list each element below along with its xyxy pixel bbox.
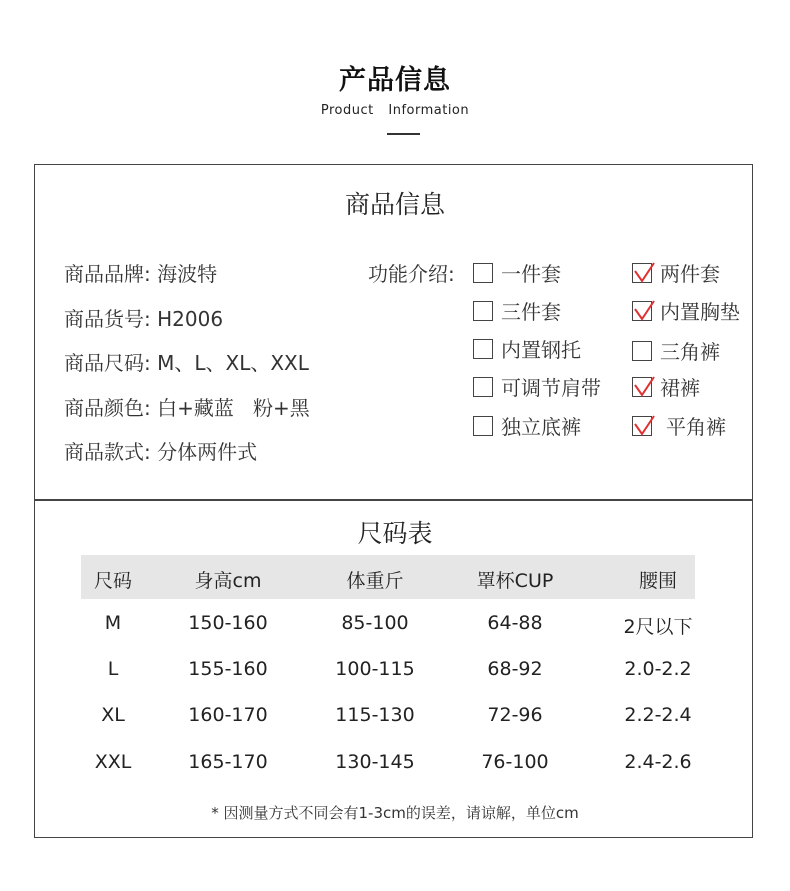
table-cell: 2尺以下 — [623, 616, 693, 638]
info-value: 分体两件式 — [157, 440, 258, 464]
info-value: H2006 — [157, 307, 224, 331]
info-value: M、L、XL、XXL — [157, 351, 309, 375]
table-header-cell: 腰围 — [638, 570, 678, 592]
feature-option-label: 三角裤 — [660, 340, 720, 364]
table-header-cell: 尺码 — [93, 570, 133, 592]
table-header-cell: 体重斤 — [346, 570, 404, 592]
feature-option[interactable] — [473, 411, 581, 440]
checkbox-checked-icon — [632, 263, 652, 283]
table-cell: XL — [101, 704, 125, 726]
info-row-brand: 商品品牌: 海波特 — [64, 262, 218, 286]
checkbox-unchecked-icon — [473, 301, 493, 321]
info-row-color: 商品颜色: 白+藏蓝 粉+黑 — [64, 396, 310, 420]
feature-option-label: 裙裤 — [660, 376, 700, 400]
feature-option[interactable] — [473, 372, 601, 401]
info-row-sku: 商品货号: H2006 — [64, 307, 224, 331]
table-cell: 155-160 — [188, 658, 268, 680]
feature-option[interactable] — [473, 296, 561, 325]
checkbox-checked-icon — [632, 416, 652, 436]
table-cell: 100-115 — [335, 658, 415, 680]
table-cell: 68-92 — [487, 658, 543, 680]
feature-option[interactable] — [632, 411, 726, 440]
feature-option-label: 内置钢托 — [501, 338, 581, 362]
info-row-size: 商品尺码: M、L、XL、XXL — [64, 351, 309, 375]
table-cell: 2.2-2.4 — [624, 704, 692, 726]
checkbox-unchecked-icon — [473, 339, 493, 359]
table-cell: XXL — [94, 751, 132, 773]
feature-option[interactable] — [473, 258, 561, 287]
info-label: 商品品牌 — [64, 262, 144, 286]
feature-option-label: 可调节肩带 — [501, 376, 601, 400]
table-cell: 72-96 — [487, 704, 543, 726]
feature-option-label: 一件套 — [501, 262, 561, 286]
product-info-title: 商品信息 — [344, 190, 445, 219]
table-cell: L — [107, 658, 119, 680]
feature-option-label: 独立底裤 — [501, 415, 581, 439]
info-label: 商品尺码 — [64, 351, 144, 375]
info-label: 商品颜色 — [64, 396, 144, 420]
table-cell: 160-170 — [188, 704, 268, 726]
info-row-style: 商品款式: 分体两件式 — [64, 440, 258, 464]
feature-label: 功能介绍: — [368, 262, 455, 286]
table-cell: 76-100 — [481, 751, 549, 773]
checkbox-checked-icon — [632, 377, 652, 397]
info-label: 商品货号 — [64, 307, 144, 331]
info-value: 白+藏蓝 粉+黑 — [157, 396, 310, 420]
title-divider — [387, 133, 420, 135]
checkbox-unchecked-icon — [473, 263, 493, 283]
checkbox-unchecked-icon — [473, 377, 493, 397]
size-chart-title: 尺码表 — [357, 519, 433, 548]
table-cell: 64-88 — [487, 612, 543, 634]
checkbox-checked-icon — [632, 301, 652, 321]
info-label: 商品款式 — [64, 440, 144, 464]
table-cell: M — [104, 612, 122, 634]
feature-option-label: 内置胸垫 — [660, 300, 740, 324]
info-value: 海波特 — [157, 262, 218, 286]
table-cell: 115-130 — [335, 704, 415, 726]
feature-option[interactable] — [632, 296, 740, 325]
checkbox-unchecked-icon — [632, 341, 652, 361]
table-cell: 165-170 — [188, 751, 268, 773]
table-cell: 2.4-2.6 — [624, 751, 692, 773]
page-subtitle: Product Information — [320, 103, 470, 118]
feature-option-label: 平角裤 — [666, 415, 726, 439]
feature-option[interactable] — [632, 258, 720, 287]
feature-option-label: 两件套 — [660, 262, 720, 286]
feature-option[interactable] — [632, 336, 720, 365]
table-cell: 130-145 — [335, 751, 415, 773]
table-header-cell: 罩杯CUP — [476, 570, 554, 592]
table-header-cell: 身高cm — [194, 570, 262, 592]
measurement-note: * 因测量方式不同会有1-3cm的误差，请谅解，单位cm — [211, 804, 579, 822]
feature-option[interactable] — [473, 334, 581, 363]
table-cell: 150-160 — [188, 612, 268, 634]
table-cell: 85-100 — [341, 612, 409, 634]
checkbox-unchecked-icon — [473, 416, 493, 436]
table-cell: 2.0-2.2 — [624, 658, 692, 680]
page-title: 产品信息 — [339, 65, 451, 96]
feature-option[interactable] — [632, 372, 700, 401]
feature-option-label: 三件套 — [501, 300, 561, 324]
